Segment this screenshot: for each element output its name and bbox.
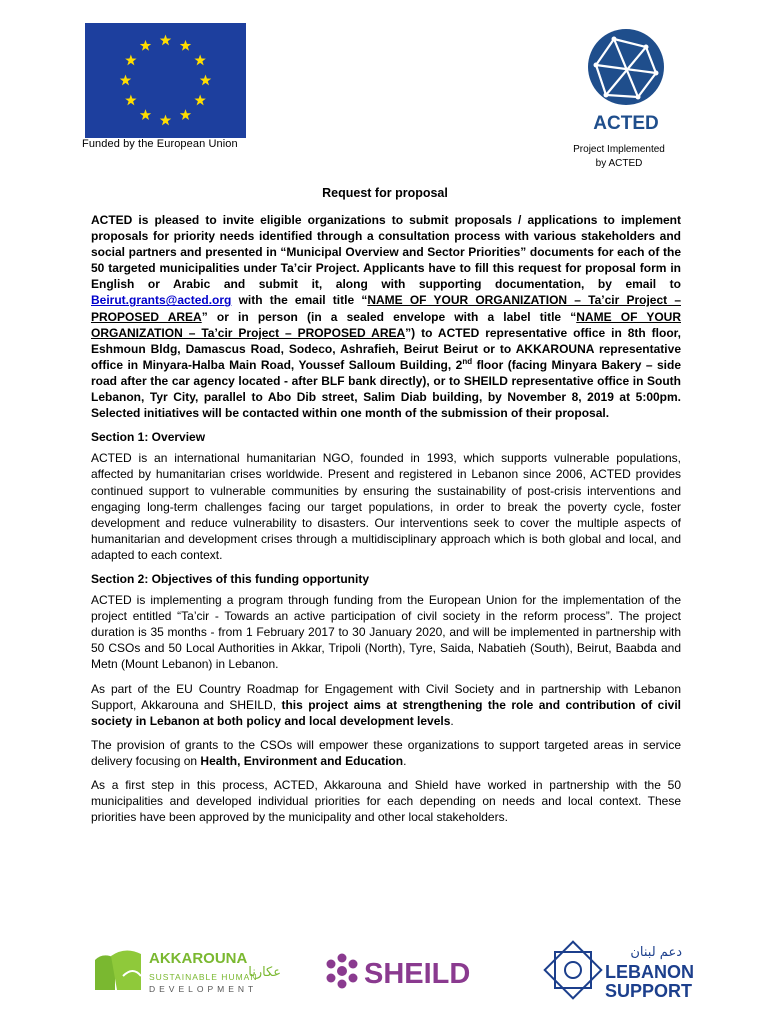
section2-heading: Section 2: Objectives of this funding opportunity xyxy=(91,571,370,586)
acted-caption xyxy=(560,143,678,171)
acted-wordmark: ACTED xyxy=(593,113,659,134)
grants-email-link[interactable]: Beirut.grants@acted.org xyxy=(91,293,232,308)
eu-star-icon xyxy=(125,95,136,106)
section1-text: ACTED is an international humanitarian NGO, founded in 1993, which supports vulnerable populations, affected by humanitarian crises worldwide. Present and registered in Lebanon since 2006, ACTED provides continued support to vulnerable communities by ensuring the sustainability of post-crisis interventions and engaging long-term challenges facing our target populations, in order to break the poverty cycle, foster development and reduce vulnerability to disasters. Our interventions seek to cover the multiple aspects of humanitarian and development crises through a multidisciplinary approach which is both global and local, and adapted to each context. xyxy=(91,451,681,562)
eu-star-icon xyxy=(200,75,211,86)
sheild-logo xyxy=(322,945,492,997)
intro-text-5: floor (facing Minyara Bakery – side road after the car agency located - after BLF bank directly), or to SHEILD representative office in South Lebanon, Tyr City, parallel to Abo Dib street, Salim Diab building, by November 8, 2019 at 5:00pm. Selected initiatives will be contacted within one month of the submission of their proposal. xyxy=(91,357,681,421)
eu-star-icon xyxy=(180,109,191,120)
section2-paragraph-4: As a first step in this process, ACTED, Akkarouna and Shield have worked in partnership with the 50 municipalities and developed individual priorities for each depending on needs and local context. These priorities have been approved by the municipality and other local stakeholders. xyxy=(91,778,681,825)
lebanon-support-line1: LEBANON xyxy=(605,962,694,982)
section2-paragraph-2 xyxy=(91,681,681,729)
eu-star-icon xyxy=(160,35,171,46)
intro-text-3: ” or in person (in a sealed envelope with a label title “ xyxy=(201,309,577,324)
acted-caption-line2: by ACTED xyxy=(595,158,643,169)
akkarouna-tagline-1: SUSTAINABLE HUMAN xyxy=(149,972,258,982)
section2-p3-text: The provision of grants to the CSOs will empower these organizations to support targeted areas in service delivery focusing on xyxy=(91,737,681,768)
eu-star-icon xyxy=(194,95,205,106)
email-title-label: NAME OF YOUR ORGANIZATION – Ta’cir Project – PROPOSED AREA xyxy=(91,293,681,324)
acted-logo xyxy=(576,25,676,133)
eu-star-icon xyxy=(160,115,171,126)
acted-caption-line1: Project Implemented xyxy=(573,144,665,155)
intro-paragraph xyxy=(91,212,681,421)
eu-star-icon xyxy=(120,75,131,86)
intro-text-4: ”) to ACTED representative office in 8th floor, Eshmoun Bldg, Damascus Road, Sodeco, Ashrafieh, Beirut Beirut or to AKKAROUNA representative office in Minyara-Halba Main Road, Youssef Salloum Building, 2 xyxy=(91,325,682,372)
lebanon-support-logo xyxy=(545,940,694,1002)
akkarouna-logo xyxy=(93,946,283,996)
lebanon-support-arabic: دعم لبنان xyxy=(630,945,682,960)
intro-text-2: with the email title “ xyxy=(231,293,368,308)
section2-p3-bold: Health, Environment and Education xyxy=(200,753,404,768)
akkarouna-tagline-2: DEVELOPMENT xyxy=(149,984,258,994)
akkarouna-name: AKKAROUNA xyxy=(149,950,248,967)
akkarouna-arabic: عكارنا xyxy=(248,965,281,980)
eu-funding-caption: Funded by the European Union xyxy=(82,138,238,150)
document-body xyxy=(91,212,681,833)
lebanon-support-line2: SUPPORT xyxy=(605,981,693,1001)
section2-paragraph-3 xyxy=(91,737,681,769)
section2-p3-end: . xyxy=(403,753,407,768)
eu-star-icon xyxy=(140,109,151,120)
eu-flag-logo xyxy=(85,23,246,138)
section2-p2-end: . xyxy=(450,713,454,728)
section2-p2-bold: this project aims at strengthening the role and contribution of civil society in Lebanon at both policy and local development levels xyxy=(91,697,682,728)
envelope-title-label: NAME OF YOUR ORGANIZATION – Ta’cir Project – PROPOSED AREA xyxy=(91,309,681,340)
section1-heading: Section 1: Overview xyxy=(91,430,206,445)
document-title: Request for proposal xyxy=(322,186,448,200)
section2-p2-text: As part of the EU Country Roadmap for Engagement with Civil Society and in partnership with Lebanon Support, Akkarouna and SHEILD, xyxy=(91,681,681,712)
section2-paragraph-1: ACTED is implementing a program through funding from the European Union for the implementation of the project entitled “Ta’cir - Towards an active participation of civil society in the reform process”. The project duration is 35 months - from 1 February 2017 to 30 January 2020, and will be implemented in partnership with 50 CSOs and 50 Local Authorities in Akkar, Tripoli (North), Tyre, Saida, Nabatieh (South), Beirut, Baabda and Metn (Mount Lebanon) in Lebanon. xyxy=(91,593,681,672)
ordinal-superscript: nd xyxy=(462,356,473,366)
eu-star-icon xyxy=(180,40,191,51)
eu-star-icon xyxy=(140,40,151,51)
sheild-wordmark: SHEILD xyxy=(364,958,471,990)
eu-star-icon xyxy=(194,55,205,66)
intro-text-1: ACTED is pleased to invite eligible organizations to submit proposals / applications to implement proposals for priority needs identified through a consultation process with various stakeholders and social partners and presented in “Municipal Overview and Sector Priorities” documents for each of the 50 targeted municipalities under Ta’cir Project. Applicants have to fill this request for proposal form in English or Arabic and submit it, along with supporting documentation, by email to xyxy=(91,213,681,292)
eu-star-icon xyxy=(125,55,136,66)
